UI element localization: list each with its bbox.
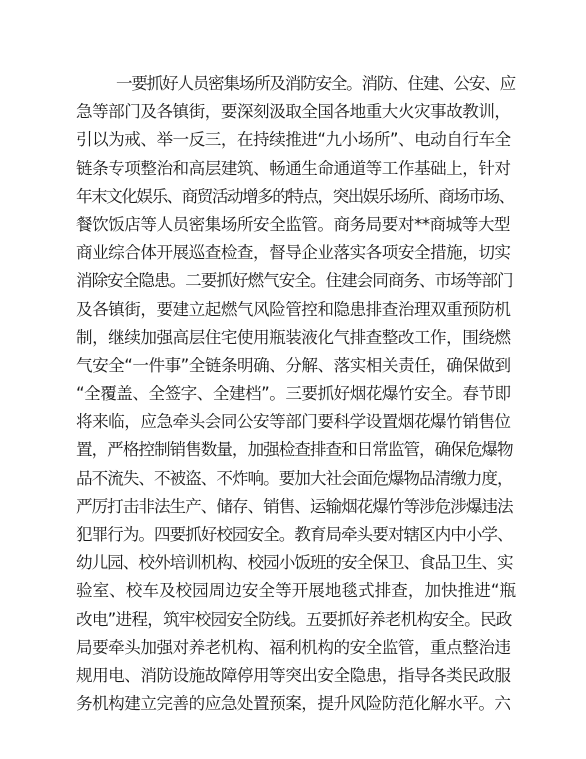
text-line: 置，严格控制销售数量，加强检查排查和日常监管，确保危爆物 — [76, 440, 513, 460]
text-line: “全覆盖、全签字、全建档”。三要抓好烟花爆竹安全。春节即 — [76, 384, 511, 404]
text-line: 将来临，应急牵头会同公安等部门要科学设置烟花爆竹销售位 — [76, 412, 511, 432]
text-line: 急等部门及各镇街，要深刻汲取全国各地重大火灾事故教训， — [76, 102, 511, 122]
text-line: 消除安全隐患。二要抓好燃气安全。住建会同商务、市场等部门 — [76, 271, 513, 291]
text-line: 引以为戒、举一反三，在持续推进“九小场所”、电动自行车全 — [76, 130, 511, 150]
text-line: 犯罪行为。四要抓好校园安全。教育局牵头要对辖区内中小学、 — [76, 525, 513, 544]
text-line: 商业综合体开展巡查检查，督导企业落实各项安全措施，切实 — [76, 243, 511, 263]
text-line: 改电”进程，筑牢校园安全防线。五要抓好养老机构安全。民政 — [76, 609, 512, 629]
text-line: 幼儿园、校外培训机构、校园小饭班的安全保卫、食品卫生、实 — [76, 553, 513, 573]
body-paragraph — [76, 70, 516, 718]
text-line: 链条专项整治和高层建筑、畅通生命通道等工作基础上，针对 — [76, 158, 511, 178]
text-line: 验室、校车及校园周边安全等开展地毯式排查，加快推进“瓶 — [76, 581, 517, 601]
text-line: 规用电、消防设施故障停用等突出安全隐患，指导各类民政服 — [76, 665, 511, 685]
text-line: 气安全“一件事”全链条明确、分解、落实相关责任，确保做到 — [76, 355, 511, 375]
text-line: 一要抓好人员密集场所及消防安全。消防、住建、公安、应 — [116, 74, 515, 93]
text-line: 务机构建立完善的应急处置预案，提升风险防范化解水平。六 — [76, 694, 511, 714]
text-line: 严厉打击非法生产、储存、销售、运输烟花爆竹等涉危涉爆违法 — [76, 496, 513, 516]
text-line: 品不流失、不被盗、不炸响。要加大社会面危爆物品清缴力度， — [76, 468, 513, 488]
text-line: 及各镇街，要建立起燃气风险管控和隐患排查治理双重预防机 — [76, 299, 511, 319]
text-line: 制，继续加强高层住宅使用瓶装液化气排查整改工作，围绕燃 — [76, 327, 511, 347]
text-line: 局要牵头加强对养老机构、福利机构的安全监管，重点整治违 — [76, 637, 511, 657]
text-line: 餐饮饭店等人员密集场所安全监管。商务局要对**商城等大型 — [76, 214, 511, 234]
text-line: 年末文化娱乐、商贸活动增多的特点，突出娱乐场所、商场市场、 — [76, 186, 514, 206]
